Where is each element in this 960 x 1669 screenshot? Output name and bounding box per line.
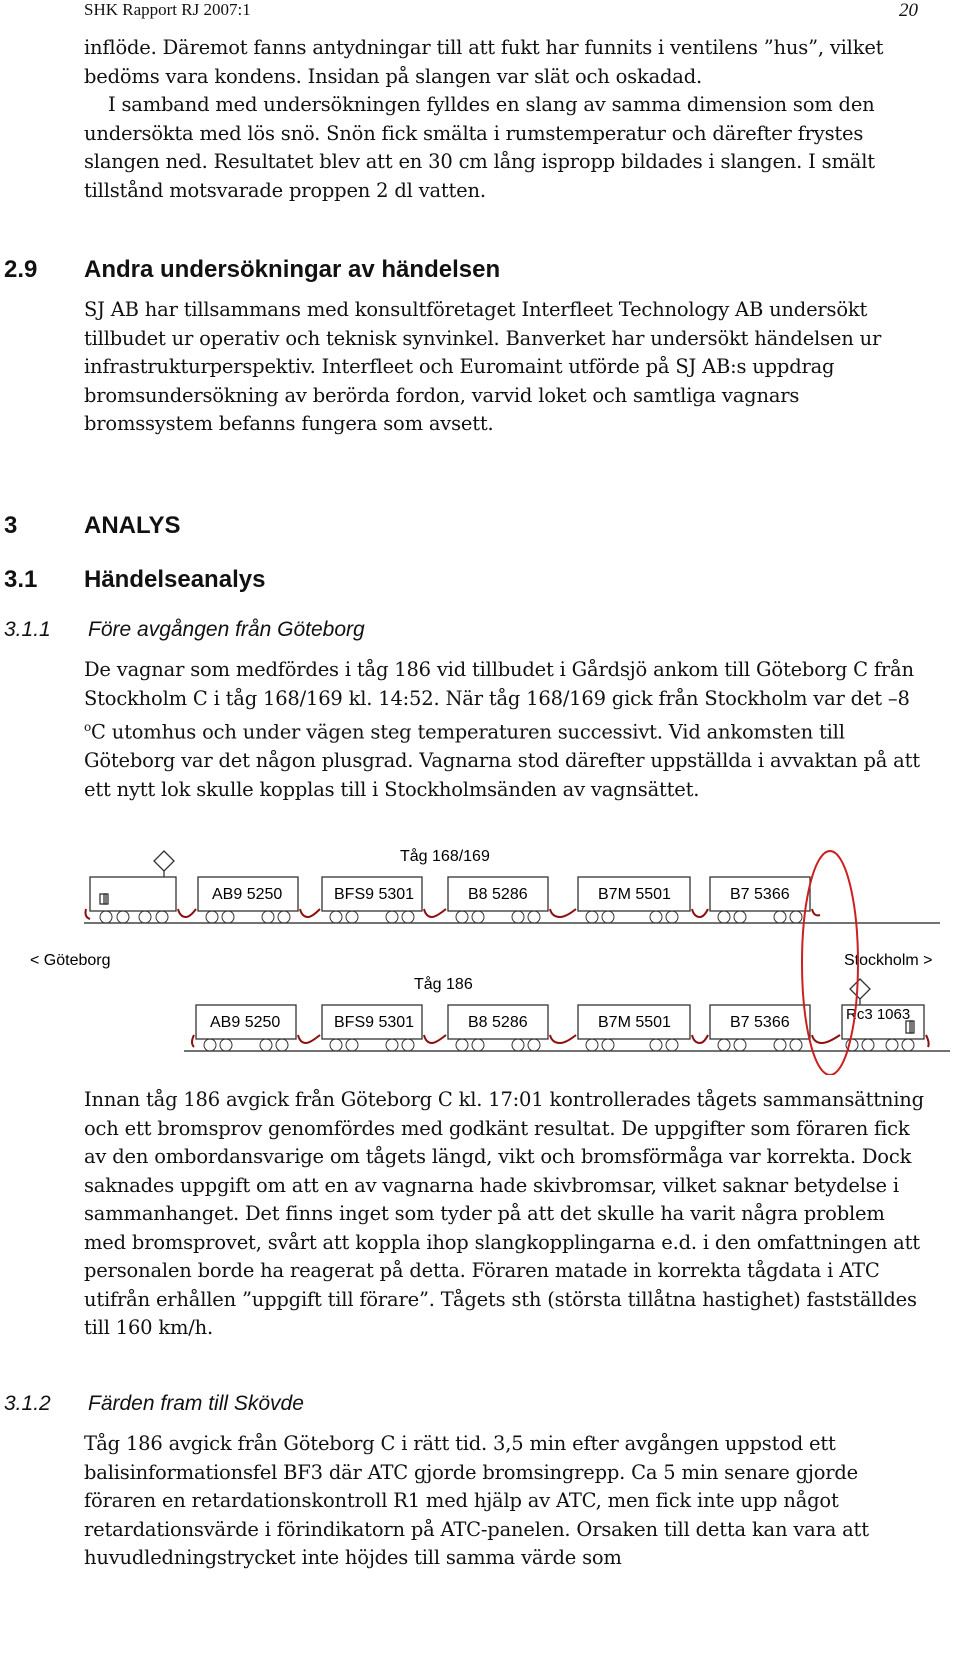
train-top-label: Tåg 168/169 — [400, 848, 490, 865]
intro-text — [84, 34, 924, 205]
car-label: B7 5366 — [730, 886, 790, 903]
section-3-1-2-text: Tåg 186 avgick från Göteborg C i rätt tid. 3,5 min efter avgången uppstod ett balisinformationsfel BF3 där ATC gjorde bromsingrepp. Ca 5 min senare gjorde föraren en retardationskontroll R1 med hjälp av ATC, men fick inte upp något retardationsvärde i förindikatorn på ATC-panelen. Orsaken till detta kan vara att huvudledningstrycket inte höjdes till samma värde som — [84, 1432, 869, 1569]
section-number: 2.9 — [4, 256, 38, 283]
page-number: 20 — [899, 0, 918, 21]
report-id: SHK Rapport RJ 2007:1 — [84, 0, 251, 19]
car-bottom-3 — [448, 1005, 548, 1051]
text-part: De vagnar som medfördes i tåg 186 vid tillbudet i Gårdsjö ankom till Göteborg C från Stockholm C i tåg 168/169 kl. 14:52. När tåg 168/169 gick från Stockholm var det –8 — [84, 658, 914, 710]
loco-label: Rc3 1063 — [846, 1006, 911, 1023]
section-number: 3.1 — [4, 566, 38, 593]
train-bottom-label: Tåg 186 — [414, 976, 473, 993]
car-label: AB9 5250 — [212, 886, 283, 903]
analysis-paragraph: Innan tåg 186 avgick från Göteborg C kl. 17:01 kontrollerades tågets sammansättning och ett bromsprov genomfördes med godkänt resultat. De uppgifter som föraren fick av den ombordansvarige om tågets längd, vikt och bromsförmåga var korrekta. Dock saknades uppgift om att en av vagnarna hade skivbromsar, vilket saknar betydelse i sammanhanget. Det finns inget som tyder på att det skulle ha varit några problem med bromsprovet, svårt att koppla ihop slangkopplingarna e.d. i den omfattningen att personalen borde ha reagerat på detta. Föraren matade in korrekta tågdata i ATC utifrån erhållen ”uppgift till förare”. Tågets sth (största tillåtna hastighet) fastställdes till 160 km/h. — [84, 1088, 924, 1339]
pantograph-icon — [850, 979, 870, 999]
car-label: B7 5366 — [730, 1014, 790, 1031]
section-3-1-1-text — [84, 656, 924, 804]
car-label: AB9 5250 — [210, 1014, 281, 1031]
car-bottom-5 — [710, 1005, 810, 1051]
locomotive-top — [90, 851, 176, 923]
section-heading-3-1 — [4, 566, 904, 596]
intro-paragraph-1: inflöde. Däremot fanns antydningar till att fukt har funnits i ventilens ”hus”, vilket bedöms vara kondens. Insidan på slangen var slät och oskadad. — [84, 36, 884, 88]
section-heading-3-1-2 — [4, 1392, 904, 1420]
pantograph-icon — [154, 851, 174, 871]
car-bottom-2 — [322, 1005, 422, 1051]
couplings-bottom — [192, 1035, 929, 1047]
car-top-3 — [448, 877, 548, 923]
text-part: C utomhus och under vägen steg temperaturen successivt. Vid ankomsten till Göteborg var det någon plusgrad. Vagnarna stod därefter uppställda i avvaktan på att ett nytt lok skulle kopplas till i Stockholmsänden av vagnsättet. — [84, 720, 920, 801]
car-label: B7M 5501 — [598, 1014, 671, 1031]
section-title: ANALYS — [84, 512, 181, 539]
degree-sign: o — [84, 720, 92, 734]
section-heading-3-1-1 — [4, 618, 904, 646]
car-bottom-1 — [196, 1005, 296, 1051]
car-bottom-4 — [578, 1005, 690, 1051]
section-number: 3 — [4, 512, 18, 539]
direction-right: Stockholm > — [844, 952, 933, 969]
section-title: Färden fram till Skövde — [88, 1392, 304, 1415]
section-2-9-text: SJ AB har tillsammans med konsultföretaget Interfleet Technology AB undersökt tillbudet ur operativ och teknisk synvinkel. Banverket har undersökt händelsen ur infrastrukturperspektiv. Interfleet och Euromaint utförde på SJ AB:s uppdrag bromsundersökning av berörda fordon, varvid loket och samtliga vagnars bromssystem befanns fungera som avsett. — [84, 298, 882, 435]
section-heading-2-9 — [4, 256, 904, 286]
car-top-4 — [578, 877, 690, 923]
car-top-2 — [322, 877, 422, 923]
direction-left: < Göteborg — [30, 952, 111, 969]
section-number: 3.1.2 — [4, 1392, 51, 1415]
car-label: BFS9 5301 — [334, 886, 415, 903]
section-number: 3.1.1 — [4, 618, 51, 641]
car-label: B8 5286 — [468, 1014, 528, 1031]
section-heading-3 — [4, 512, 904, 542]
car-top-5 — [710, 877, 810, 923]
car-top-1 — [198, 877, 298, 923]
intro-paragraph-2: I samband med undersökningen fylldes en slang av samma dimension som den undersökta med lös snö. Snön fick smälta i rumstemperatur och därefter frystes slangen ned. Resultatet blev att en 30 cm lång ispropp bildades i slangen. I smält tillstånd motsvarade proppen 2 dl vatten. — [84, 93, 875, 202]
section-title: Händelseanalys — [84, 566, 266, 593]
section-title: Andra undersökningar av händelsen — [84, 256, 501, 283]
car-label: B8 5286 — [468, 886, 528, 903]
car-label: B7M 5501 — [598, 886, 671, 903]
train-diagram — [0, 835, 960, 1075]
section-title: Före avgången från Göteborg — [88, 618, 365, 641]
car-label: BFS9 5301 — [334, 1014, 415, 1031]
